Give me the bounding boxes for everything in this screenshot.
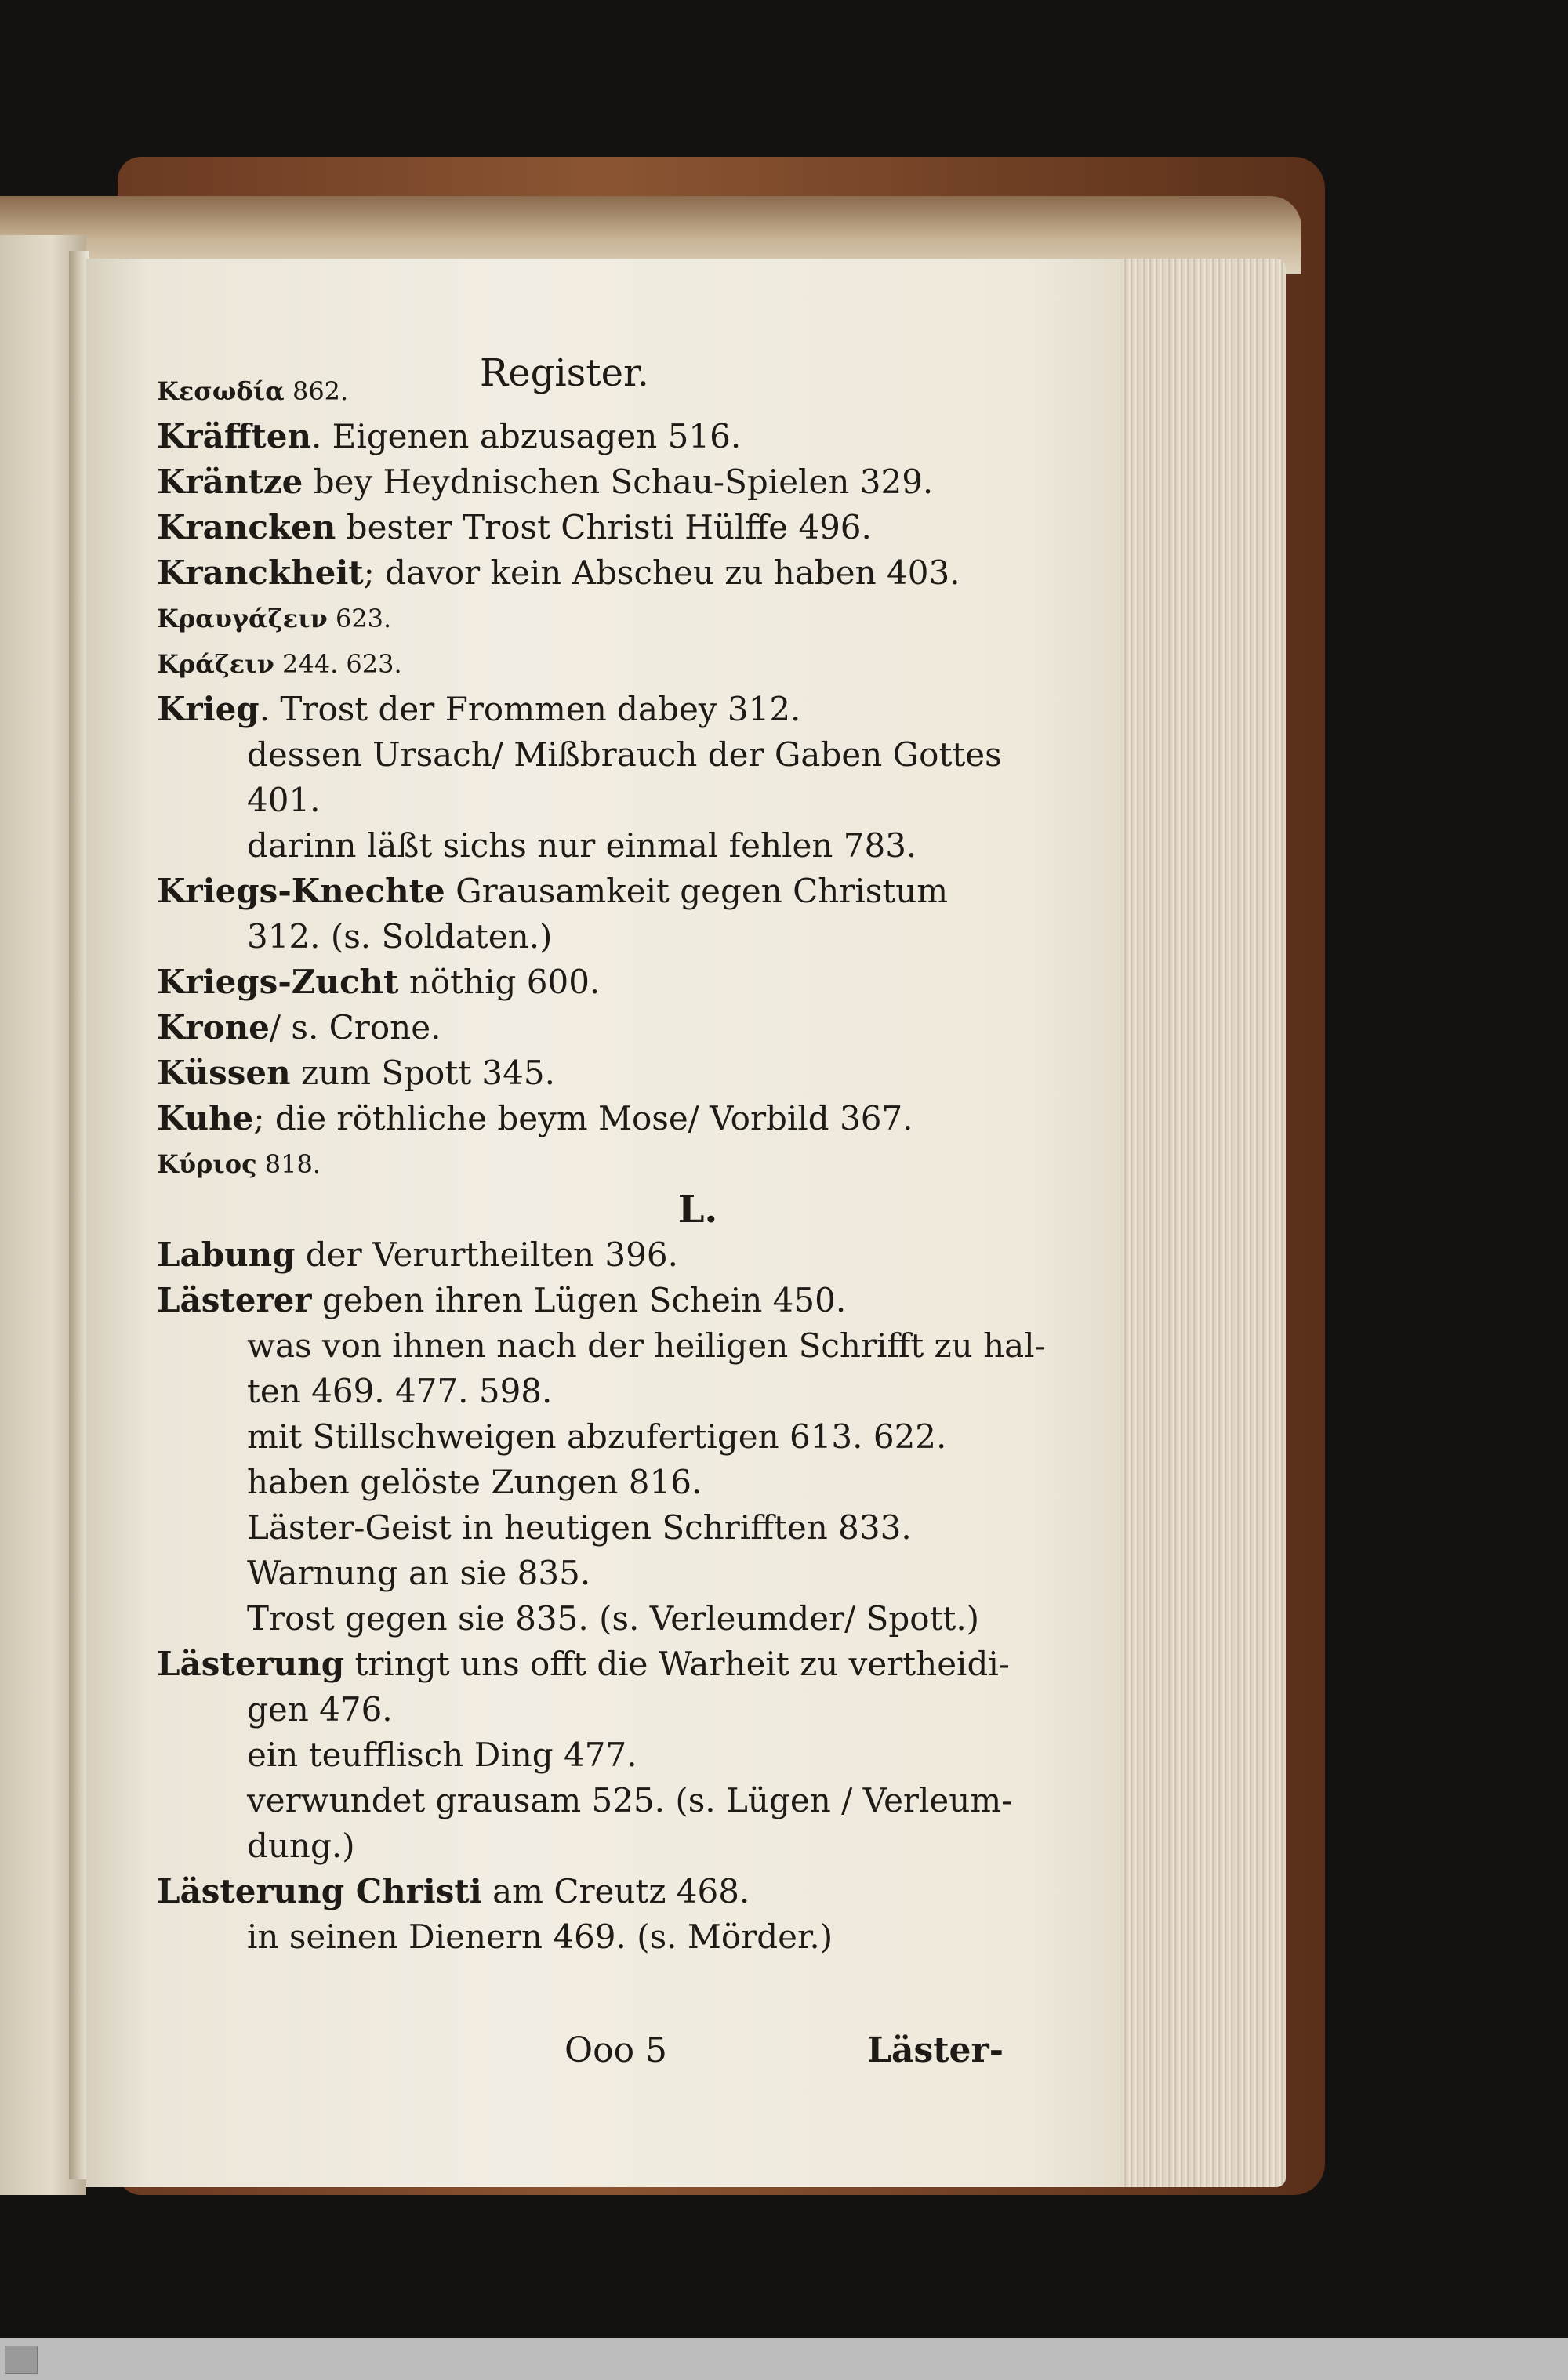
entry-text: / s. Crone. [269,1008,441,1047]
library-logo-icon [5,2346,38,2374]
entry-headword: Kräntze [157,463,303,501]
entry-headword: Kranckheit [157,553,364,592]
entries-l [157,1232,1046,1960]
signature-mark: Ooo 5 [564,2030,668,2070]
viewer-bottom-bar [0,2338,1568,2380]
register-entry [157,869,1035,914]
register-entry [157,1869,1035,1914]
entry-text: der Verurtheilten 396. [295,1235,678,1274]
register-entry [157,505,1035,550]
entry-text: Grausamkeit gegen Christum [445,872,949,910]
entry-subline: verwundet grausam 525. (s. Lügen / Verleum- [247,1781,1013,1819]
entry-subline: ein teufflisch Ding 477. [247,1736,637,1774]
entry-subline: dessen Ursach/ Mißbrauch der Gaben Gottes [247,735,1002,774]
register-entry [157,960,1035,1005]
entry-headword: Lästerung [157,1645,345,1683]
entry-headword: Κράζειν [157,649,274,679]
register-entry [157,1050,1035,1096]
entry-subline: darinn läßt sichs nur einmal fehlen 783. [247,826,917,865]
entry-text: tringt uns offt die Warheit zu vertheidi- [344,1645,1010,1683]
entry-text: bey Heydnischen Schau-Spielen 329. [303,463,934,501]
register-entry [157,1278,1035,1323]
entry-subline: haben gelöste Zungen 816. [247,1463,702,1501]
entry-headword: Küssen [157,1054,291,1092]
entry-headword: Lästerung Christi [157,1872,482,1910]
register-entry [157,368,1035,414]
entry-headword: Kräfften [157,417,311,455]
register-entry [157,1232,1035,1278]
running-head: Register. [480,351,649,395]
section-letter: L. [677,1188,718,1232]
entry-text: ; die röthliche beym Mose/ Vorbild 367. [253,1099,913,1137]
entry-text: 623. [327,604,392,633]
entry-text: am Creutz 468. [481,1872,750,1910]
register-text [157,368,1046,1960]
entry-text: . Eigenen abzusagen 516. [310,417,742,455]
entry-text: bester Trost Christi Hülffe 496. [336,508,872,546]
entry-subline: 312. (s. Soldaten.) [247,917,553,956]
entry-subline: mit Stillschweigen abzufertigen 613. 622. [247,1417,947,1456]
entry-headword: Lästerer [157,1281,312,1319]
register-entry [157,459,1035,505]
register-entry [157,550,1035,596]
entry-headword: Krancken [157,508,336,546]
entry-headword: Kriegs-Zucht [157,963,399,1001]
entry-subline: ten 469. 477. 598. [247,1372,553,1410]
entry-text: geben ihren Lügen Schein 450. [311,1281,847,1319]
register-entry [157,687,1035,732]
entry-headword: Krieg [157,690,260,728]
register-entry [157,414,1035,459]
entry-subline: Läster-Geist in heutigen Schrifften 833. [247,1508,912,1547]
catchword: Läster- [867,2030,1004,2070]
entry-subline: Trost gegen sie 835. (s. Verleumder/ Spott.) [247,1599,980,1638]
register-entry [157,1642,1035,1687]
entry-text: nöthig 600. [398,963,601,1001]
register-entry [157,1096,1035,1141]
register-entry [157,1141,1035,1187]
entry-subline: was von ihnen nach der heiligen Schrifft zu hal- [247,1326,1046,1365]
entry-text: 862. [284,376,349,406]
entry-headword: Krone [157,1008,270,1047]
entry-subline: Warnung an sie 835. [247,1554,591,1592]
entries-k [157,368,1035,1187]
entry-subline: gen 476. [247,1690,393,1729]
entry-subline: 401. [247,781,321,819]
register-entry [157,1005,1035,1050]
entry-headword: Κύριος [157,1149,257,1179]
entry-text: ; davor kein Abscheu zu haben 403. [363,553,960,592]
entry-text: 818. [256,1149,321,1179]
register-entry [157,641,1035,687]
register-entry [157,596,1035,641]
entry-headword: Κραυγάζειν [157,604,328,633]
entry-headword: Kuhe [157,1099,254,1137]
entry-text: zum Spott 345. [290,1054,555,1092]
entry-subline: in seinen Dienern 469. (s. Mörder.) [247,1917,833,1956]
entry-headword: Kriegs-Knechte [157,872,445,910]
entry-text: . Trost der Frommen dabey 312. [259,690,801,728]
entry-subline: dung.) [247,1827,355,1865]
entry-headword: Labung [157,1235,296,1274]
page-edges [1121,259,1286,2187]
entry-headword: Κεσωδία [157,376,285,406]
entry-text: 244. 623. [274,649,402,679]
